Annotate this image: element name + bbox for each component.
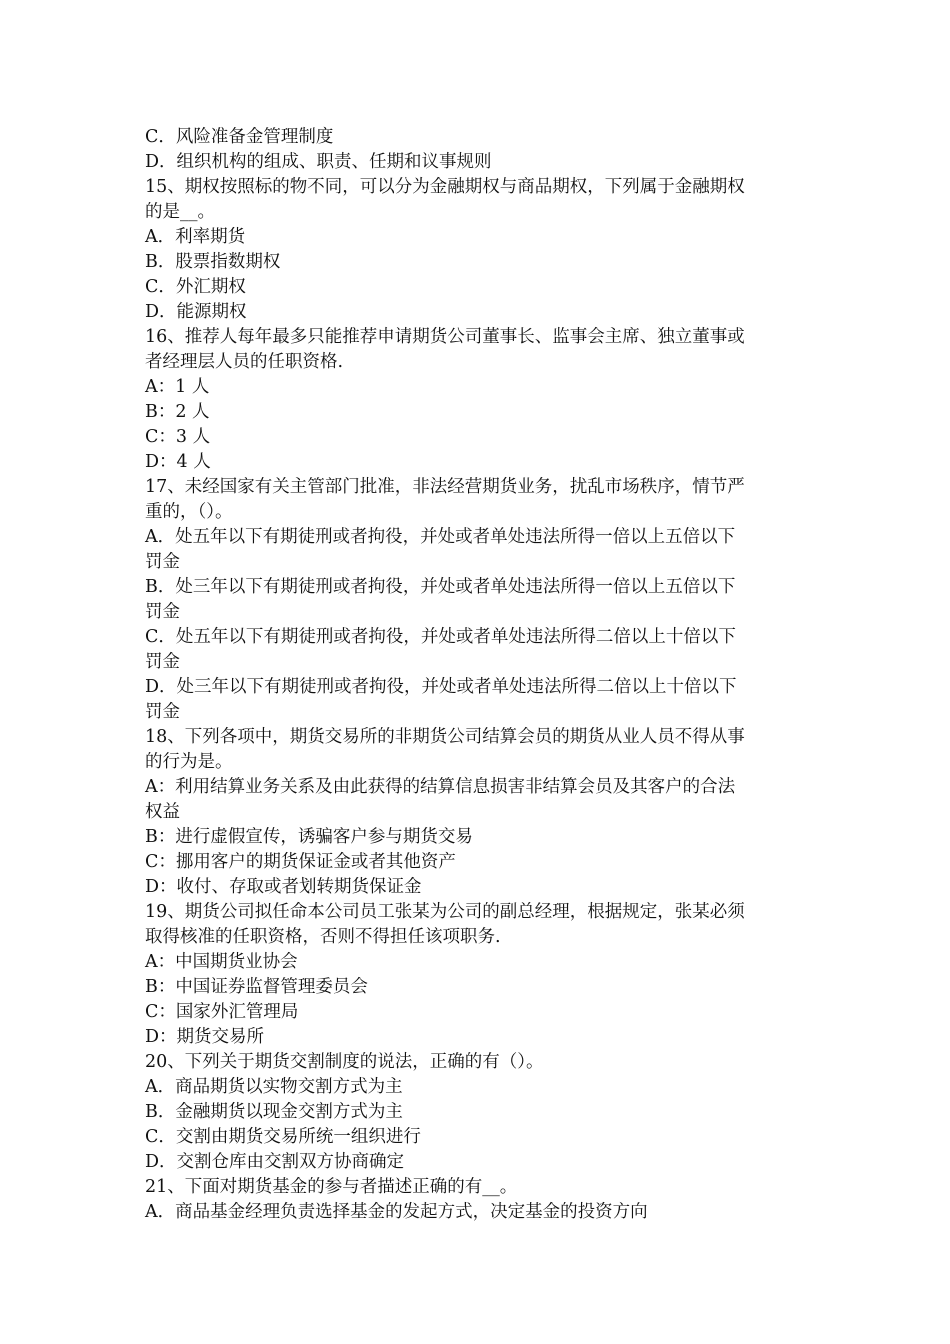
option-15-c: C．外汇期权 [145, 277, 246, 297]
document-page [145, 125, 810, 1225]
option-19-d: D：期货交易所 [145, 1027, 265, 1047]
question-15-text: 15、期权按照标的物不同，可以分为金融期权与商品期权，下列属于金融期权 [145, 177, 745, 197]
option-16-a: A：1 人 [145, 377, 210, 397]
option-18-a-cont: 权益 [145, 802, 180, 822]
option-17-d: D．处三年以下有期徒刑或者拘役，并处或者单处违法所得二倍以上十倍以下 [145, 677, 737, 697]
option-17-a-cont: 罚金 [145, 552, 180, 572]
option-17-b-cont: 罚金 [145, 602, 180, 622]
option-16-c: C：3 人 [145, 427, 211, 447]
option-17-a: A．处五年以下有期徒刑或者拘役，并处或者单处违法所得一倍以上五倍以下 [145, 527, 736, 547]
question-19-text-cont: 取得核准的任职资格，否则不得担任该项职务. [145, 927, 501, 947]
question-19-text: 19、期货公司拟任命本公司员工张某为公司的副总经理，根据规定，张某必须 [145, 902, 745, 922]
question-20-text: 20、下列关于期货交割制度的说法，正确的有（）。 [145, 1052, 544, 1072]
option-18-c: C：挪用客户的期货保证金或者其他资产 [145, 852, 456, 872]
option-18-a: A：利用结算业务关系及由此获得的结算信息损害非结算会员及其客户的合法 [145, 777, 736, 797]
option-17-d-cont: 罚金 [145, 702, 180, 722]
option-18-b: B：进行虚假宣传，诱骗客户参与期货交易 [145, 827, 473, 847]
question-18-text-cont: 的行为是。 [145, 752, 233, 772]
option-20-c: C．交割由期货交易所统一组织进行 [145, 1127, 421, 1147]
question-17-text: 17、未经国家有关主管部门批准，非法经营期货业务，扰乱市场秩序，情节严 [145, 477, 745, 497]
option-20-a: A．商品期货以实物交割方式为主 [145, 1077, 403, 1097]
option-19-b: B：中国证券监督管理委员会 [145, 977, 368, 997]
option-16-d: D：4 人 [145, 452, 211, 472]
question-16-text: 16、推荐人每年最多只能推荐申请期货公司董事长、监事会主席、独立董事或 [145, 327, 745, 347]
option-20-d: D．交割仓库由交割双方协商确定 [145, 1152, 405, 1172]
option-17-b: B．处三年以下有期徒刑或者拘役，并处或者单处违法所得一倍以上五倍以下 [145, 577, 736, 597]
option-17-c-cont: 罚金 [145, 652, 180, 672]
question-15-text-cont: 的是__。 [145, 202, 215, 222]
line-14-c: C．风险准备金管理制度 [145, 127, 334, 147]
question-18-text: 18、下列各项中，期货交易所的非期货公司结算会员的期货从业人员不得从事 [145, 727, 745, 747]
option-15-d: D．能源期权 [145, 302, 247, 322]
option-19-a: A：中国期货业协会 [145, 952, 298, 972]
question-16-text-cont: 者经理层人员的任职资格. [145, 352, 344, 372]
option-15-a: A．利率期货 [145, 227, 246, 247]
option-21-a: A．商品基金经理负责选择基金的发起方式，决定基金的投资方向 [145, 1202, 648, 1222]
option-15-b: B．股票指数期权 [145, 252, 281, 272]
option-20-b: B．金融期货以现金交割方式为主 [145, 1102, 403, 1122]
option-19-c: C：国家外汇管理局 [145, 1002, 299, 1022]
option-17-c: C．处五年以下有期徒刑或者拘役，并处或者单处违法所得二倍以上十倍以下 [145, 627, 736, 647]
option-18-d: D：收付、存取或者划转期货保证金 [145, 877, 422, 897]
option-16-b: B：2 人 [145, 402, 210, 422]
question-21-text: 21、下面对期货基金的参与者描述正确的有__。 [145, 1177, 518, 1197]
question-17-text-cont: 重的，（）。 [145, 502, 233, 522]
line-14-d: D．组织机构的组成、职责、任期和议事规则 [145, 152, 492, 172]
